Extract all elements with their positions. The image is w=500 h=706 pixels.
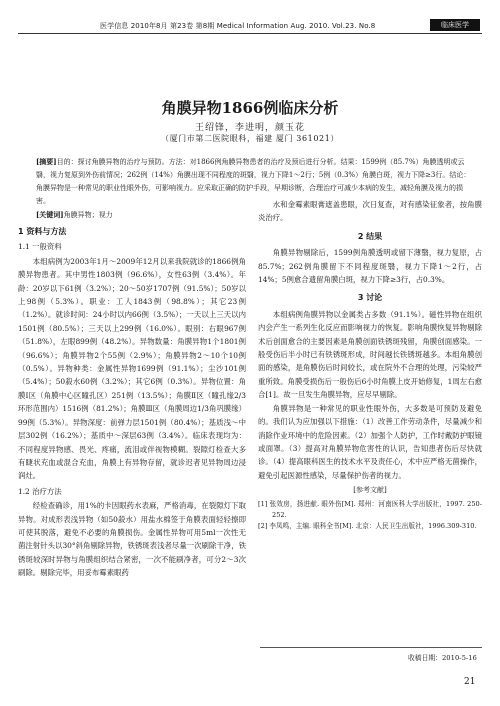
article-authors: 王绍锋，李进明，颜玉花: [194, 123, 305, 133]
general-data-paragraph: 本组病例为2003年1月～2009年12月以来我院就诊的1866例角膜异物患者。其中男性1803例（96.6%），女性63例（3.4%）。年龄：20岁以下61例（3.2%）；20～50岁1707例（91.5%）；50岁以上98例（5.3%）。职业：工人1843例（98.8%）；其它23例（1.2%）。就诊时间：24小时以内66例（3.5%）；一天以上三天以内1501例（80.5%）；三天以上299例（16.0%）。眼别：右眼967例（51.8%），左眼899例（48.2%）。异物数量：角膜异物1个1801例（96.6%）；角膜异物2个55例（2.9%）；角膜异物2～10个10例（0.5%）。异物种类：金属性异物1699例（91.1%）；尘沙101例（5.4%）；50殺水60例（3.2%）；其它6例（0.3%）。异物位置：角膜Ⅰ区（角膜中心区瞳孔区）251例（13.5%）；角膜Ⅱ区（瞳孔缘2/3环形范围内）1516例（81.2%）；角膜Ⅲ区（角膜周边1/3角巩膜缘）99例（5.3%）。异物深度：前弹力层1501例（80.4%）；基质浅～中层302例（16.2%）；基质中～深层63例（3.4%）。临床表现均为：不同程度异物感、畏光、疼痛，流泪或伴视物模糊。裂隙灯检查大多有睫状充血或混合充血，角膜上有异物存留，就诊迟者见异物周边浸润灶。: [18, 256, 246, 481]
abstract-label: [摘要]: [36, 157, 57, 166]
article-affiliation: （厦门市第二医院眼科，福建 厦门 361021）: [160, 134, 340, 143]
header-divider: [18, 33, 482, 34]
section-heading-results: 2 结果: [357, 231, 383, 241]
subsection-heading-treatment: 1.2 治疗方法: [18, 486, 62, 496]
abstract-text: 目的：探讨角膜异物的治疗与预防。方法：对1866例角膜异物患者的治疗及预后进行分析。结果：1599例（85.7%）角膜透明或云翳，视力复原到外伤前情况；262例（14%）角膜出现不同程度的斑翳，视力下降1～2行；5例（0.3%）角膜白斑，视力下降≥3行。结论：角膜异物是一种常见的职业性眼外伤，可影响视力。应采取正确的防护手段，早期诊断，合理治疗可减少本病的发生，减轻角膜及视力的损害。: [36, 158, 471, 205]
keywords-label: [关键词]: [36, 210, 64, 219]
section-badge: 临床医学: [430, 19, 480, 31]
right-column: [258, 198, 482, 532]
reference-item: [2] 李凤鸣，主编. 眼科全书[M]. 北京：人民卫生出版社，1996.309-310.: [258, 521, 477, 530]
article-title: 角膜异物1866例临床分析: [161, 99, 339, 117]
discussion-paragraph-2: 角膜异物是一种常见的职业性眼外伤，大多数是可预防及避免的。我们认为应加强以下措施：（1）改善工作劳动条件，尽量减少和消除作业环境中的危险因素。（2）加强个人防护，工作时戴防护眼镜或面罩。（3）提高对角膜异物危害性的认识，告知患者伤后尽快就诊。（4）提高眼科医生的技术水平及责任心，术中应严格无菌操作，避免引起医源性感染，尽量保护伤者的视力。: [258, 403, 482, 480]
treatment-continued-paragraph: 水和金霉素眼膏遮盖患眼，次日复查，对有感染征象者，按角膜炎治疗。: [258, 200, 482, 223]
section-heading-methods: 1 资料与方法: [18, 227, 67, 236]
references-title: [参考文献]: [353, 486, 387, 495]
section-heading-discussion: 3 讨论: [357, 293, 383, 303]
page-number: 21: [464, 677, 476, 687]
keywords-text: 角膜异物；视力: [63, 211, 113, 219]
received-divider: [260, 647, 482, 648]
left-column: [18, 224, 246, 580]
subsection-heading-general: 1.1 一般资料: [18, 242, 62, 252]
treatment-paragraph: 经检查确诊，用1%的卡因眼药水表麻，严格消毒，在裂隙灯下取异物。对成形表浅异物（如50殺水）用盐水棉签于角膜表面轻轻擦即可使其脱落，避免不必要的角膜损伤。金属性异物可用5ml一次性无菌注射针头以30°斜角剔除异物，铁锈斑表浅者尽量一次刷除干净，铁锈斑较深时异物与角膜组织结合紧密，一次不能刷净者，可分2～3次刷除。剔除完毕，用妥布霉素眼药: [18, 501, 246, 578]
discussion-paragraph-1: 本组病例角膜异物以金属类占多数（91.1%）。磁性异物在组织内会产生一系列生化反应而影响视力的恢复。影响角膜恢复异物剔除术后创面愈合的主要因素是角膜创面铁锈斑残留，角膜创面感染。一般受伤后半小时已有铁锈斑形成，时间越长铁锈斑越多。本组角膜创面的感染，是角膜伤后时间较长，或在院外不合理的处理，污染较严重所致。角膜受损伤后一般伤后6小时角膜上皮开始修复，1周左右愈合[1]。故一旦发生角膜异物，应尽早剔除。: [258, 309, 482, 400]
journal-header: [0, 0, 500, 36]
reference-item: [1] 张效房，扬进献. 眼外伤[M]. 郑州：河南医科大学出版社，1997. 250-252.: [258, 499, 482, 519]
results-paragraph: 角膜异物剔除后，1599例角膜透明或留下薄翳，视力复原，占85.7%；262例角膜留下不同程度斑翳，视力下降1～2行，占14%；5例愈合遗留角膜白斑，视力下降≥3行，占0.3%。: [258, 248, 482, 285]
journal-citation: 医学信息 2010年8月 第23卷 第8期 Medical Information Aug. 2010. Vol.23. No.8: [100, 22, 376, 30]
received-date: 收稿日期：2010-5-16: [408, 654, 477, 662]
